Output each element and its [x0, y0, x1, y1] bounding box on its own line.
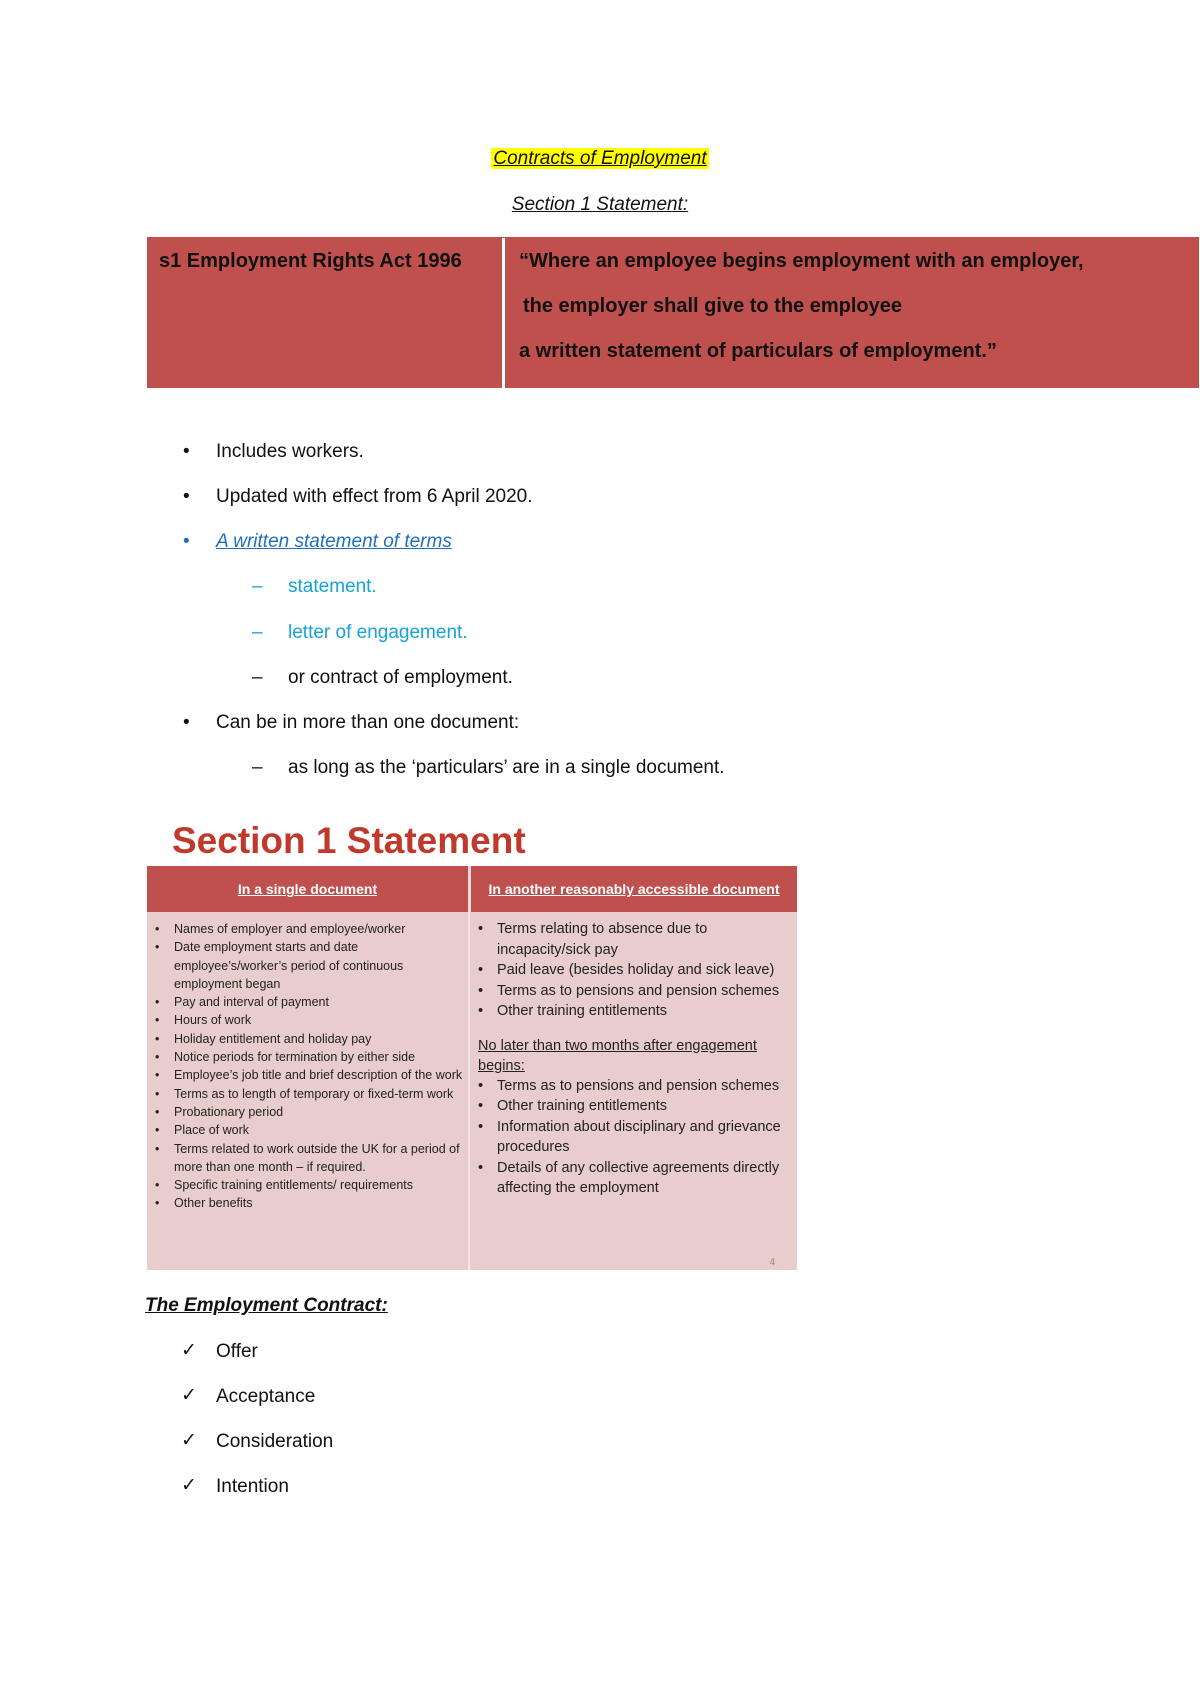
- list-item: • Names of employer and employee/worker: [147, 920, 468, 938]
- list-item: • Hours of work: [147, 1011, 468, 1029]
- act-name-cell: s1 Employment Rights Act 1996: [147, 238, 502, 388]
- checklist-item: Offer: [216, 1341, 258, 1362]
- list-item: • Other training entitlements: [470, 1001, 797, 1022]
- checklist-item: Consideration: [216, 1431, 334, 1452]
- quote-line: a written statement of particulars of employment.”: [519, 340, 997, 362]
- list-item: • Probationary period: [147, 1103, 468, 1121]
- list-item: • Terms as to pensions and pension schemes: [470, 981, 797, 1002]
- act-quote-cell: [505, 238, 1199, 388]
- checklist-item: Acceptance: [216, 1386, 316, 1407]
- contract-title: The Employment Contract:: [145, 1295, 388, 1316]
- list-item: • Details of any collective agreements directly affecting the employment: [470, 1158, 797, 1199]
- list-item: • Other benefits: [147, 1194, 468, 1212]
- slide-title: Section 1 Statement: [172, 820, 526, 861]
- act-quote-table: [147, 237, 1199, 388]
- quote-line: the employer shall give to the employee: [523, 295, 903, 317]
- list-item: • Terms related to work outside the UK for a period of more than one month – if required.: [147, 1140, 468, 1177]
- list-item: • Date employment starts and date employee’s/worker’s period of continuous employment began: [147, 938, 468, 993]
- two-months-note: No later than two months after engagement begins:: [478, 1037, 757, 1074]
- list-item: • Other training entitlements: [470, 1096, 797, 1117]
- list-item: • Terms as to length of temporary or fixed-term work: [147, 1085, 468, 1103]
- col1-header: In a single document: [147, 866, 470, 912]
- check-icon: ✓: [181, 1340, 197, 1361]
- list-item: • Place of work: [147, 1121, 468, 1139]
- list-item: • Notice periods for termination by either side: [147, 1048, 468, 1066]
- col1-body: [147, 912, 470, 1270]
- checklist-item: Intention: [216, 1476, 289, 1497]
- list-item: • Paid leave (besides holiday and sick leave): [470, 960, 797, 981]
- col2-body: [470, 912, 797, 1270]
- list-item: • Pay and interval of payment: [147, 993, 468, 1011]
- list-item: • Terms relating to absence due to incapacity/sick pay: [470, 919, 797, 960]
- list-item: • Employee’s job title and brief description of the work: [147, 1066, 468, 1084]
- document-title: Contracts of Employment: [493, 148, 707, 169]
- check-icon: ✓: [181, 1430, 197, 1451]
- document-subtitle: Section 1 Statement:: [511, 194, 689, 215]
- col2-header: In another reasonably accessible document: [470, 866, 797, 912]
- slide-page-number: 4: [769, 1257, 775, 1268]
- quote-line: “Where an employee begins employment with an employer,: [519, 250, 1084, 272]
- list-item: • Specific training entitlements/ requirements: [147, 1176, 468, 1194]
- slide-table: [147, 866, 797, 1270]
- list-item: • Terms as to pensions and pension schemes: [470, 1076, 797, 1097]
- list-item: • Information about disciplinary and grievance procedures: [470, 1117, 797, 1158]
- check-icon: ✓: [181, 1475, 197, 1496]
- written-statement-link[interactable]: A written statement of terms: [216, 531, 452, 552]
- check-icon: ✓: [181, 1385, 197, 1406]
- list-item: • Holiday entitlement and holiday pay: [147, 1030, 468, 1048]
